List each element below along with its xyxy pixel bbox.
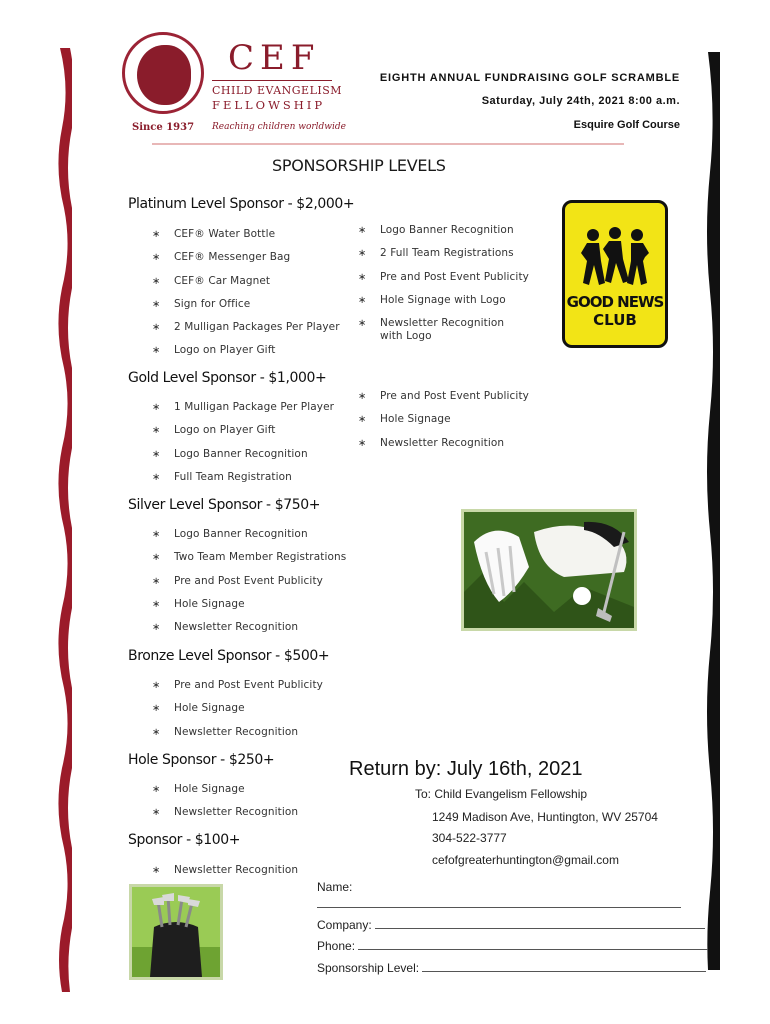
gold-list-left: [152, 401, 334, 494]
hole-list: [152, 783, 298, 830]
logo-name-line2: FELLOWSHIP: [212, 98, 326, 112]
name-label: Name:: [317, 880, 353, 894]
return-email: cefofgreaterhuntington@gmail.com: [432, 853, 619, 867]
list-item: ∗ Pre and Post Event Publicity: [358, 390, 529, 413]
phone-field: [317, 938, 708, 953]
list-item: ∗ Sign for Office: [152, 298, 340, 321]
list-item: ∗ Newsletter Recognition: [358, 437, 529, 460]
list-item: ∗ Hole Signage: [152, 598, 346, 621]
event-date: Saturday, July 24th, 2021 8:00 a.m.: [481, 95, 680, 107]
logo-since: Since 1937: [132, 122, 195, 133]
sponsorship-level-input-line[interactable]: [422, 960, 706, 972]
return-to: To: Child Evangelism Fellowship: [415, 787, 588, 801]
page-title: SPONSORSHIP LEVELS: [272, 156, 446, 175]
list-item: ∗ Pre and Post Event Publicity: [152, 679, 323, 702]
list-item: ∗ Newsletter Recognition: [152, 726, 323, 749]
list-item: ∗ Full Team Registration: [152, 471, 334, 494]
sponsorship-level-label: Sponsorship Level:: [317, 961, 420, 975]
logo-wordmark: CEF: [228, 38, 321, 78]
bronze-list: [152, 679, 323, 749]
list-item: ∗ Pre and Post Event Publicity: [152, 575, 346, 598]
list-item: ∗ Hole Signage: [152, 702, 323, 725]
return-by-title: Return by: July 16th, 2021: [349, 758, 583, 780]
list-item: ∗ CEF® Messenger Bag: [152, 251, 340, 274]
gnc-line2: CLUB: [593, 311, 637, 329]
logo-name-line1: CHILD EVANGELISM: [212, 84, 343, 97]
list-item: ∗ 2 Full Team Registrations: [358, 247, 529, 270]
list-item: ∗ 1 Mulligan Package Per Player: [152, 401, 334, 424]
phone-label: Phone:: [317, 939, 356, 953]
list-item: ∗ Newsletter Recognition with Logo: [358, 317, 528, 355]
return-address: 1249 Madison Ave, Huntington, WV 25704: [432, 810, 658, 824]
list-item: ∗ Newsletter Recognition: [152, 806, 298, 829]
list-item: ∗ Logo Banner Recognition: [152, 528, 346, 551]
silver-list: [152, 528, 346, 644]
sponsor-level-title: Sponsor - $100+: [128, 832, 241, 848]
child-head-icon: [122, 32, 204, 114]
list-item: ∗ CEF® Water Bottle: [152, 228, 340, 251]
list-item: ∗ Logo on Player Gift: [152, 424, 334, 447]
golf-shoe-photo: [461, 509, 637, 631]
name-input-line[interactable]: [317, 896, 681, 908]
bronze-level-title: Bronze Level Sponsor - $500+: [128, 648, 330, 664]
right-wavy-border: [706, 52, 720, 970]
cef-logo: [118, 30, 358, 140]
company-label: Company:: [317, 918, 372, 932]
gnc-line1: GOOD NEWS: [566, 293, 664, 311]
sponsorship-level-field: [317, 960, 706, 975]
header-divider: [152, 143, 624, 145]
list-item: ∗ 2 Mulligan Packages Per Player: [152, 321, 340, 344]
logo-tagline: Reaching children worldwide: [212, 122, 346, 132]
gold-list-right: [358, 390, 529, 460]
list-item: ∗ Two Team Member Registrations: [152, 551, 346, 574]
platinum-level-title: Platinum Level Sponsor - $2,000+: [128, 196, 355, 212]
list-item: ∗ Hole Signage: [358, 413, 529, 436]
list-item: ∗ Hole Signage: [152, 783, 298, 806]
platinum-list-right: [358, 224, 529, 355]
hole-level-title: Hole Sponsor - $250+: [128, 752, 275, 768]
list-item: ∗ Hole Signage with Logo: [358, 294, 529, 317]
event-title: EIGHTH ANNUAL FUNDRAISING GOLF SCRAMBLE: [379, 72, 680, 84]
phone-input-line[interactable]: [358, 938, 708, 950]
list-item: ∗ Newsletter Recognition: [152, 621, 346, 644]
list-item: ∗ Logo Banner Recognition: [358, 224, 529, 247]
list-item: ∗ CEF® Car Magnet: [152, 275, 340, 298]
platinum-list-left: [152, 228, 340, 368]
silver-level-title: Silver Level Sponsor - $750+: [128, 497, 321, 513]
good-news-club-logo: [562, 200, 668, 348]
list-item: ∗ Pre and Post Event Publicity: [358, 271, 529, 294]
list-item: ∗ Logo on Player Gift: [152, 344, 340, 367]
golf-clubs-photo: [129, 884, 223, 980]
gold-level-title: Gold Level Sponsor - $1,000+: [128, 370, 327, 386]
left-wavy-border: [56, 48, 72, 992]
list-item: ∗ Logo Banner Recognition: [152, 448, 334, 471]
return-phone: 304-522-3777: [432, 831, 507, 845]
list-item: ∗ Newsletter Recognition: [152, 864, 298, 887]
children-running-icon: [579, 227, 651, 289]
event-course: Esquire Golf Course: [573, 119, 680, 131]
company-input-line[interactable]: [375, 917, 705, 929]
company-field: [317, 917, 705, 932]
